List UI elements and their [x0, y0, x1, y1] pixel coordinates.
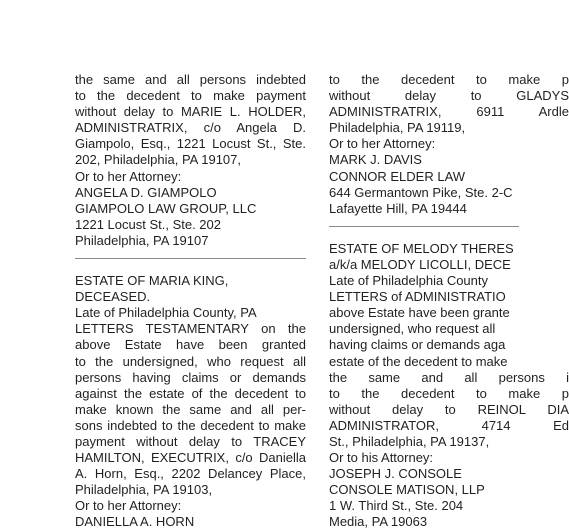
- attorney-address: 1 W. Third St., Ste. 204: [329, 498, 464, 514]
- notice-line: the same and all persons i: [329, 369, 569, 385]
- notice-line: to the decedent to make payment: [75, 88, 306, 104]
- notice-line: to the decedent to make p: [329, 72, 569, 87]
- notice-line: undersigned, who request all: [329, 321, 496, 337]
- notice-line: 202, Philadelphia, PA 19107,: [75, 152, 242, 168]
- notice-divider: [75, 258, 306, 259]
- attorney-name: ANGELA D. GIAMPOLO: [75, 184, 217, 200]
- notice-line: Or to her Attorney:: [75, 498, 182, 514]
- notice-line: LETTERS TESTAMENTARY on the: [75, 321, 306, 337]
- notice-line: to the undersigned, who request all: [75, 353, 306, 369]
- notice-line: sons indebted to the decedent to make: [75, 417, 306, 433]
- attorney-city: Media, PA 19063: [329, 514, 428, 530]
- notice-line: Or to her Attorney:: [75, 168, 182, 184]
- attorney-name: MARK J. DAVIS: [329, 152, 422, 168]
- notice-line: HAMILTON, EXECUTRIX, c/o Daniella: [75, 450, 306, 466]
- notice-line: to the decedent to make p: [329, 385, 569, 401]
- estate-heading: ESTATE OF MARIA KING,: [75, 273, 229, 289]
- notice-line: Late of Philadelphia County: [329, 273, 489, 289]
- notice-line: estate of the decedent to make: [329, 353, 508, 369]
- attorney-address: 1221 Locust St., Ste. 202: [75, 216, 221, 232]
- notice-estate-maria-king: [75, 273, 306, 531]
- attorney-firm: CONNOR ELDER LAW: [329, 168, 466, 184]
- notice-divider: [329, 226, 519, 227]
- notice-line: ADMINISTRATOR, 4714 Ed: [329, 417, 569, 433]
- notice-line: above Estate have been grante: [329, 305, 510, 321]
- notice-line: ADMINISTRATRIX, c/o Angela D.: [75, 120, 306, 136]
- notice-holder-continuation: [75, 72, 306, 249]
- notice-line: Or to her Attorney:: [329, 136, 436, 152]
- attorney-firm: GIAMPOLO LAW GROUP, LLC: [75, 200, 257, 216]
- notice-line: Or to his Attorney:: [329, 450, 434, 466]
- notice-line: Giampolo, Esq., 1221 Locust St., Ste.: [75, 136, 306, 152]
- attorney-firm: CONSOLE MATISON, LLP: [329, 482, 485, 498]
- notice-line: A. Horn, Esq., 2202 Delancey Place,: [75, 466, 306, 482]
- notice-line: ADMINISTRATRIX, 6911 Ardle: [329, 104, 569, 120]
- attorney-name: DANIELLA A. HORN: [75, 514, 195, 530]
- left-column: [75, 72, 306, 531]
- right-column: [329, 72, 569, 531]
- notice-line: make known the same and all per-: [75, 401, 306, 417]
- notice-line: St., Philadelphia, PA 19137,: [329, 433, 490, 449]
- notice-gladys-continuation: [329, 72, 569, 217]
- notice-line: persons having claims or demands: [75, 369, 306, 385]
- estate-heading: a/k/a MELODY LICOLLI, DECE: [329, 256, 511, 272]
- notice-line: Philadelphia, PA 19103,: [75, 482, 213, 498]
- notice-line: without delay to REINOL DIA: [329, 401, 569, 417]
- attorney-address: 644 Germantown Pike, Ste. 2-C: [329, 184, 513, 200]
- attorney-city: Lafayette Hill, PA 19444: [329, 200, 467, 216]
- estate-heading: ESTATE OF MELODY THERES: [329, 240, 514, 256]
- notice-line: payment without delay to TRACEY: [75, 433, 306, 449]
- notice-line: above Estate have been granted: [75, 337, 306, 353]
- notice-line: having claims or demands aga: [329, 337, 506, 353]
- notice-line: the same and all persons indebted: [75, 72, 306, 87]
- attorney-city: Philadelphia, PA 19107: [75, 232, 209, 248]
- estate-heading: DECEASED.: [75, 289, 151, 305]
- notice-estate-melody: [329, 241, 569, 531]
- notice-line: Philadelphia, PA 19119,: [329, 120, 466, 136]
- notice-line: without delay to MARIE L. HOLDER,: [75, 104, 306, 120]
- attorney-name: JOSEPH J. CONSOLE: [329, 466, 462, 482]
- notice-line: without delay to GLADYS: [329, 88, 569, 104]
- notice-line: against the estate of the decedent to: [75, 385, 306, 401]
- notice-line: LETTERS of ADMINISTRATIO: [329, 289, 506, 305]
- notice-line: Late of Philadelphia County, PA: [75, 305, 257, 321]
